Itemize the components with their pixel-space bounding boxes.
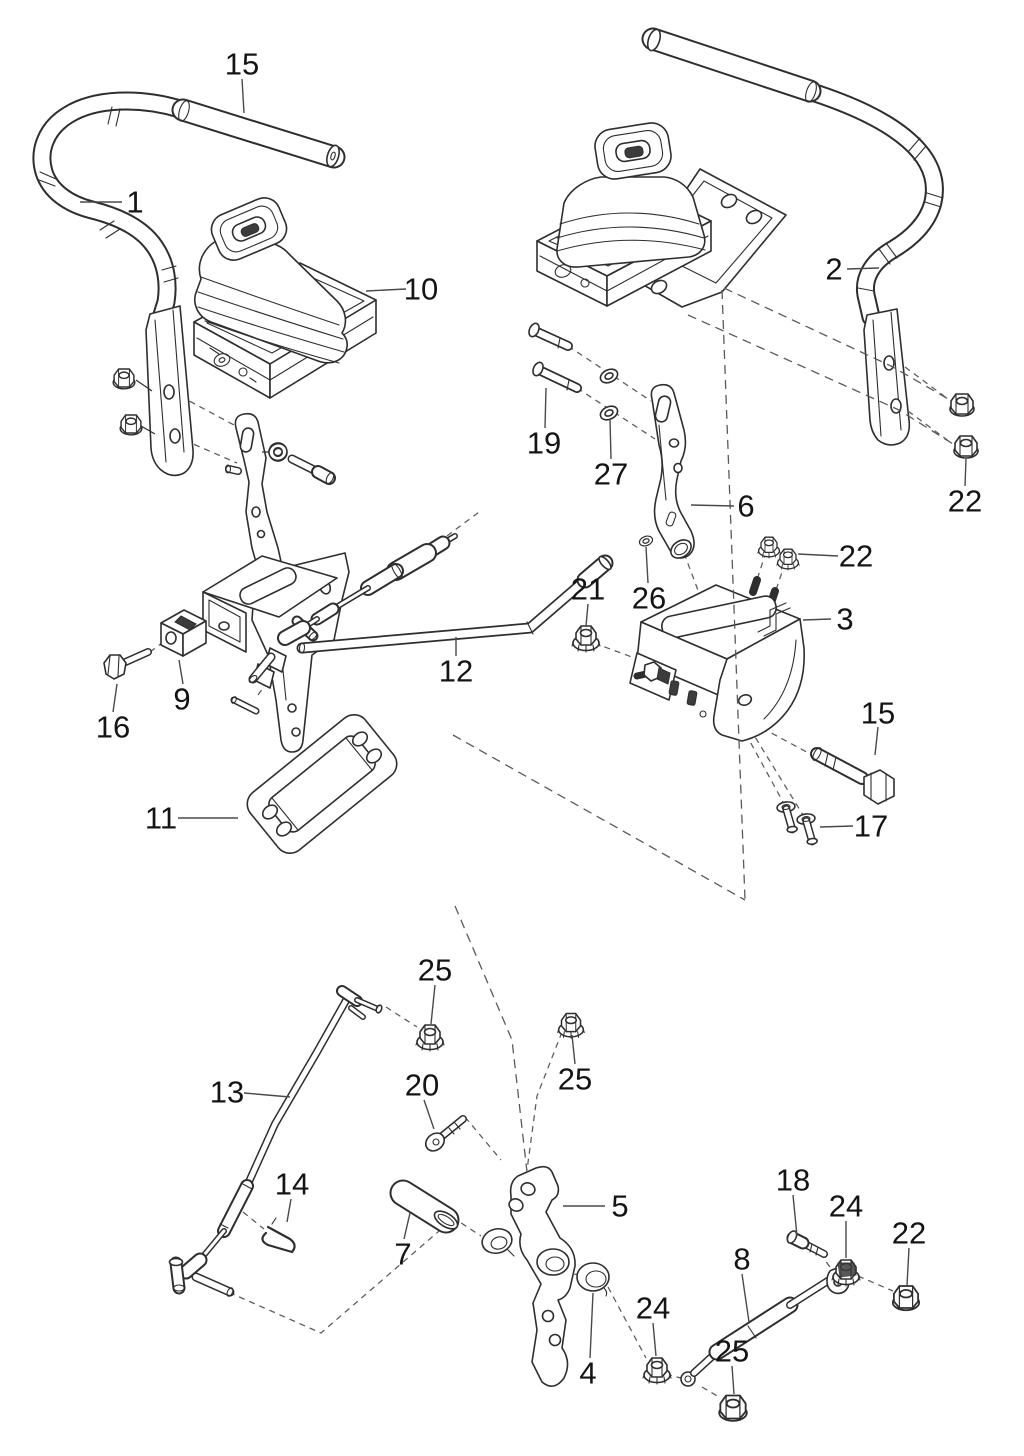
nut-22-right (893, 1286, 919, 1310)
callout-25: 25 (557, 1061, 593, 1097)
callout-leader-2 (847, 268, 879, 269)
callout-leader-22 (965, 459, 966, 486)
callout-22: 22 (891, 1215, 927, 1251)
callout-leader-17 (820, 826, 853, 827)
callout-2: 2 (825, 251, 843, 287)
callout-18: 18 (775, 1162, 811, 1198)
callout-6: 6 (737, 488, 755, 524)
callout-25: 25 (417, 952, 453, 988)
callout-9: 9 (173, 681, 191, 717)
callout-4: 4 (579, 1355, 597, 1391)
callout-24: 24 (635, 1290, 671, 1326)
callout-20: 20 (404, 1067, 440, 1103)
callout-leader-3 (803, 619, 831, 620)
callout-16: 16 (95, 709, 131, 745)
callout-26: 26 (631, 580, 667, 616)
callout-8: 8 (733, 1241, 751, 1277)
callout-19: 19 (526, 425, 562, 461)
callout-22: 22 (838, 538, 874, 574)
callout-10: 10 (403, 271, 439, 307)
callout-5: 5 (611, 1188, 629, 1224)
callout-27: 27 (593, 456, 629, 492)
callout-17: 17 (853, 808, 889, 844)
callout-12: 12 (438, 653, 474, 689)
callout-13: 13 (209, 1074, 245, 1110)
callout-7: 7 (394, 1236, 412, 1272)
callout-15: 15 (224, 46, 260, 82)
callout-leader-6 (691, 505, 734, 506)
callout-22: 22 (947, 483, 983, 519)
callout-21: 21 (570, 571, 606, 607)
callout-25: 25 (714, 1333, 750, 1369)
callout-14: 14 (274, 1166, 310, 1202)
callout-3: 3 (836, 601, 854, 637)
nut-25-c (719, 1396, 747, 1421)
callout-leader-27 (610, 419, 611, 459)
callout-15: 15 (860, 695, 896, 731)
callout-1: 1 (126, 184, 144, 220)
callout-24: 24 (828, 1188, 864, 1224)
callout-leader-19 (545, 388, 546, 428)
callout-11: 11 (144, 800, 178, 836)
